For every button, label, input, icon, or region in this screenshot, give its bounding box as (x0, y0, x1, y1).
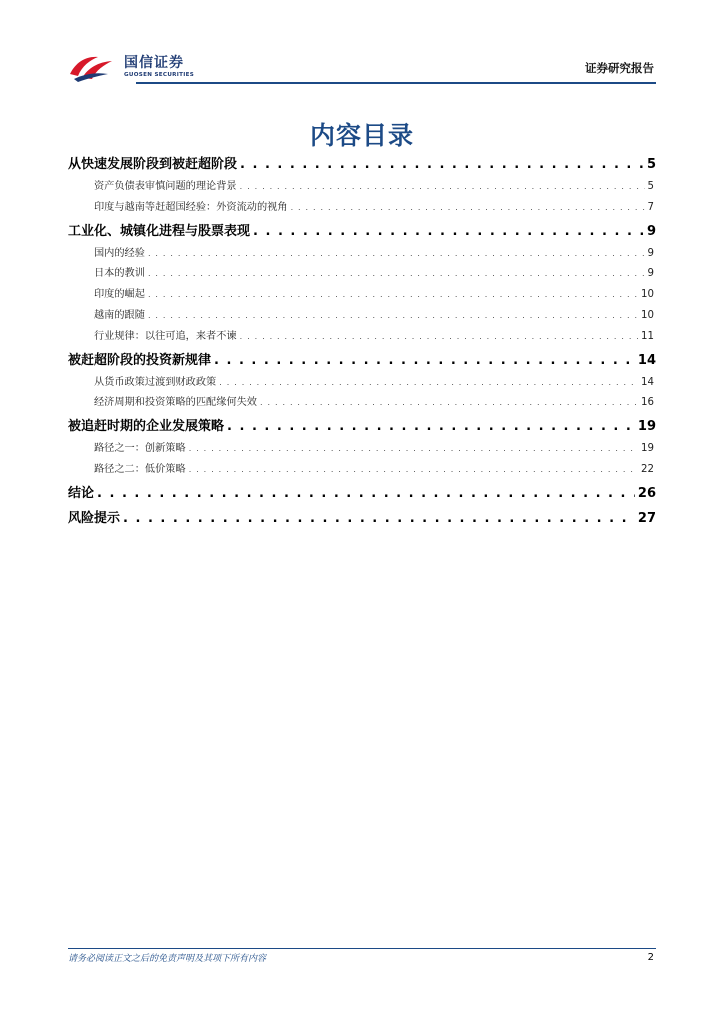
toc-entry-title: 行业规律：以往可追，来者不谏 (94, 330, 237, 342)
toc-entry-page: 14 (641, 376, 654, 388)
toc-entry-section[interactable] (68, 306, 656, 327)
toc-entry-chapter[interactable] (68, 219, 656, 244)
toc-entry-title: 印度的崛起 (94, 289, 145, 301)
toc-entry-section[interactable] (68, 460, 656, 481)
page-number: 2 (647, 952, 654, 963)
guosen-logo (68, 50, 248, 84)
toc-entry-page: 26 (637, 485, 656, 501)
toc-dot-leader (227, 414, 635, 439)
toc-entry-page: 7 (647, 201, 654, 213)
toc-dot-leader (148, 285, 638, 306)
toc-entry-page: 9 (647, 247, 654, 259)
toc-dot-leader (219, 373, 638, 394)
toc-entry-title: 经济周期和投资策略的匹配缘何失效 (94, 397, 257, 409)
toc-entry-section[interactable] (68, 393, 656, 414)
toc-entry-page: 19 (637, 419, 656, 435)
toc-entry-title: 结论 (68, 485, 95, 501)
toc-entry-page: 16 (641, 397, 654, 409)
toc-entry-title: 从快速发展阶段到被赶超阶段 (68, 157, 238, 172)
toc-entry-page: 10 (641, 289, 654, 301)
page-header (68, 50, 656, 84)
toc-entry-title: 从货币政策过渡到财政政策 (94, 376, 217, 388)
toc-entry-section[interactable] (68, 327, 656, 348)
toc-dot-leader (240, 327, 638, 348)
toc-entry-section[interactable] (68, 285, 656, 306)
toc-entry-title: 资产负债表审慎问题的理论背景 (94, 181, 237, 192)
toc-dot-leader (189, 460, 638, 481)
toc-entry-section[interactable] (68, 439, 656, 460)
toc-dot-leader (240, 177, 645, 198)
toc-entry-title: 被追赶时期的企业发展策略 (68, 419, 225, 435)
toc-entry-page: 11 (641, 330, 654, 342)
toc-entry-page: 14 (637, 352, 656, 368)
logo-english-text: GUOSEN SECURITIES (124, 72, 195, 78)
toc-entry-title: 路径之一：创新策略 (94, 443, 186, 455)
toc-entry-page: 27 (637, 510, 656, 526)
toc-entry-page: 5 (647, 181, 654, 192)
guosen-logo-icon (68, 52, 118, 82)
toc-entry-chapter[interactable] (68, 481, 656, 506)
toc-entry-title: 国内的经验 (94, 247, 145, 259)
toc-dot-leader (148, 264, 645, 285)
toc-dot-leader (189, 439, 638, 460)
toc-entry-page: 19 (641, 443, 654, 455)
toc-dot-leader (214, 348, 635, 373)
toc-dot-leader (148, 244, 645, 265)
toc-entry-page: 10 (641, 309, 654, 321)
toc-entry-page: 5 (646, 157, 656, 172)
toc-dot-leader (97, 481, 635, 506)
toc-entry-chapter[interactable] (68, 506, 656, 531)
toc-entry-section[interactable] (68, 244, 656, 265)
toc-dot-leader (253, 219, 644, 244)
toc-entry-page: 9 (647, 268, 654, 280)
toc-entry-section[interactable] (68, 198, 656, 219)
toc-entry-section[interactable] (68, 373, 656, 394)
header-divider (136, 82, 656, 84)
toc-entry-title: 风险提示 (68, 510, 121, 526)
footer-divider (68, 948, 656, 949)
toc-dot-leader (123, 506, 635, 531)
toc-entry-title: 日本的教训 (94, 268, 145, 280)
footer-disclaimer: 请务必阅读正文之后的免责声明及其项下所有内容 (68, 954, 267, 964)
report-type-label: 证券研究报告 (585, 61, 654, 75)
toc-entry-title: 被赶超阶段的投资新规律 (68, 352, 212, 368)
toc-entry-page: 9 (646, 223, 656, 239)
toc-dot-leader (291, 198, 645, 219)
toc-dot-leader (260, 393, 638, 414)
table-of-contents (68, 152, 656, 531)
toc-dot-leader (148, 306, 638, 327)
toc-entry-title: 工业化、城镇化进程与股票表现 (68, 223, 251, 239)
toc-entry-section[interactable] (68, 177, 656, 198)
toc-entry-chapter[interactable] (68, 414, 656, 439)
toc-entry-title: 印度与越南等赶超国经验：外资流动的视角 (94, 201, 288, 213)
toc-entry-section[interactable] (68, 264, 656, 285)
toc-dot-leader (240, 152, 644, 177)
toc-entry-title: 路径之二：低价策略 (94, 463, 186, 475)
logo-chinese-text: 国信证券 (124, 55, 184, 71)
toc-title: 内容目录 (309, 121, 414, 150)
toc-entry-title: 越南的跟随 (94, 309, 145, 321)
toc-entry-chapter[interactable] (68, 348, 656, 373)
toc-entry-chapter[interactable] (68, 152, 656, 177)
toc-entry-page: 22 (641, 463, 654, 475)
